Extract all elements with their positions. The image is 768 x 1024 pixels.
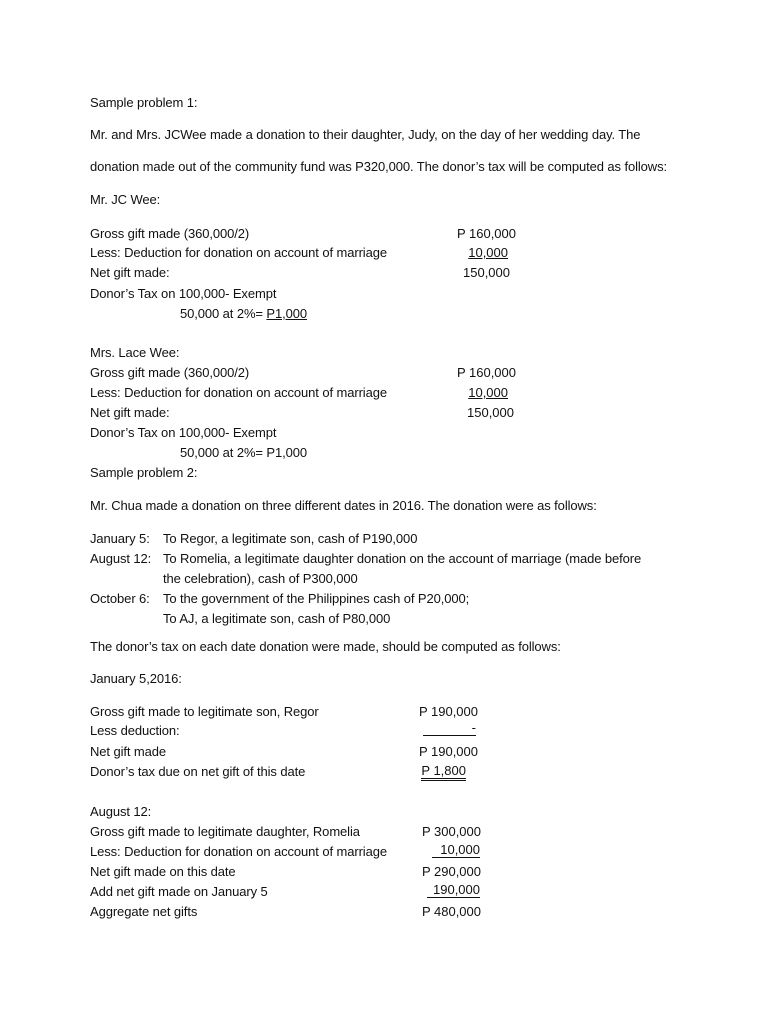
donation-jan-line-1: To Regor, a legitimate son, cash of P190,000 (163, 531, 418, 546)
jan-row-value-4: P 1,800 (421, 764, 466, 781)
aug-row-label-5: Aggregate net gifts (90, 904, 198, 919)
sample-problem-2-heading: Sample problem 2: (90, 465, 198, 480)
mr-gross-value: P 160,000 (456, 226, 516, 241)
mr-less-label: Less: Deduction for donation on account of marriage (90, 245, 387, 260)
donation-oct-line-2: To AJ, a legitimate son, cash of P80,000 (163, 611, 391, 626)
mr-tax-label: Donor’s Tax on 100,000- Exempt (90, 286, 277, 301)
jan-row-label-4: Donor’s tax due on net gift of this date (90, 764, 306, 779)
mr-less-value: 10,000 (468, 245, 508, 260)
jan-row-value-3: P 190,000 (418, 744, 478, 759)
mr-wee-heading: Mr. JC Wee: (90, 192, 161, 207)
aug-row-value-2: 10,000 (432, 842, 480, 858)
mrs-tax-calc: 50,000 at 2%= P1,000 (180, 445, 308, 460)
donation-aug-line-2: the celebration), cash of P300,000 (163, 571, 358, 586)
mrs-less-label: Less: Deduction for donation on account of marriage (90, 385, 387, 400)
mr-tax-calc-text: 50,000 at 2%= (180, 306, 267, 321)
mrs-less-value: 10,000 (468, 385, 508, 400)
jan-row-label-3: Net gift made (90, 744, 167, 759)
mrs-tax-label: Donor’s Tax on 100,000- Exempt (90, 425, 277, 440)
sp2-intro: Mr. Chua made a donation on three different dates in 2016. The donation were as follows: (90, 498, 597, 513)
donation-date-jan: January 5: (90, 531, 150, 546)
mr-net-value: 150,000 (463, 265, 510, 280)
donation-date-oct: October 6: (90, 591, 150, 606)
aug-row-value-4: 190,000 (427, 882, 480, 898)
mr-tax-calc (180, 306, 307, 322)
mrs-gross-value: P 160,000 (456, 365, 516, 380)
aug-row-value-5: P 480,000 (421, 904, 481, 919)
aug-row-label-3: Net gift made on this date (90, 864, 236, 879)
sp1-paragraph-line-2: donation made out of the community fund was P320,000. The donor’s tax will be computed as follows: (90, 159, 667, 174)
jan-row-label-2: Less deduction: (90, 723, 180, 738)
mrs-wee-heading: Mrs. Lace Wee: (90, 345, 180, 360)
august-heading: August 12: (90, 804, 152, 819)
mrs-net-label: Net gift made: (90, 405, 170, 420)
aug-row-label-4: Add net gift made on January 5 (90, 884, 268, 899)
mr-gross-label: Gross gift made (360,000/2) (90, 226, 250, 241)
mr-net-label: Net gift made: (90, 265, 170, 280)
mrs-gross-label: Gross gift made (360,000/2) (90, 365, 250, 380)
jan-row-value-1: P 190,000 (418, 704, 478, 719)
donation-date-aug: August 12: (90, 551, 152, 566)
jan-row-label-1: Gross gift made to legitimate son, Regor (90, 704, 319, 719)
jan-row-value-2: - (423, 721, 476, 736)
mrs-net-value: 150,000 (467, 405, 514, 420)
aug-row-value-3: P 290,000 (421, 864, 481, 879)
computed-intro: The donor’s tax on each date donation were made, should be computed as follows: (90, 639, 561, 654)
aug-row-label-1: Gross gift made to legitimate daughter, Romelia (90, 824, 360, 839)
aug-row-value-1: P 300,000 (421, 824, 481, 839)
january-heading: January 5,2016: (90, 671, 182, 686)
mr-tax-result: P1,000 (266, 306, 308, 321)
donation-aug-line-1: To Romelia, a legitimate daughter donation on the account of marriage (made before (163, 551, 642, 566)
sample-problem-1-heading: Sample problem 1: (90, 95, 198, 110)
donation-oct-line-1: To the government of the Philippines cash of P20,000; (163, 591, 470, 606)
aug-row-label-2: Less: Deduction for donation on account of marriage (90, 844, 387, 859)
sp1-paragraph-line-1: Mr. and Mrs. JCWee made a donation to their daughter, Judy, on the day of her wedding day. The (90, 127, 641, 142)
